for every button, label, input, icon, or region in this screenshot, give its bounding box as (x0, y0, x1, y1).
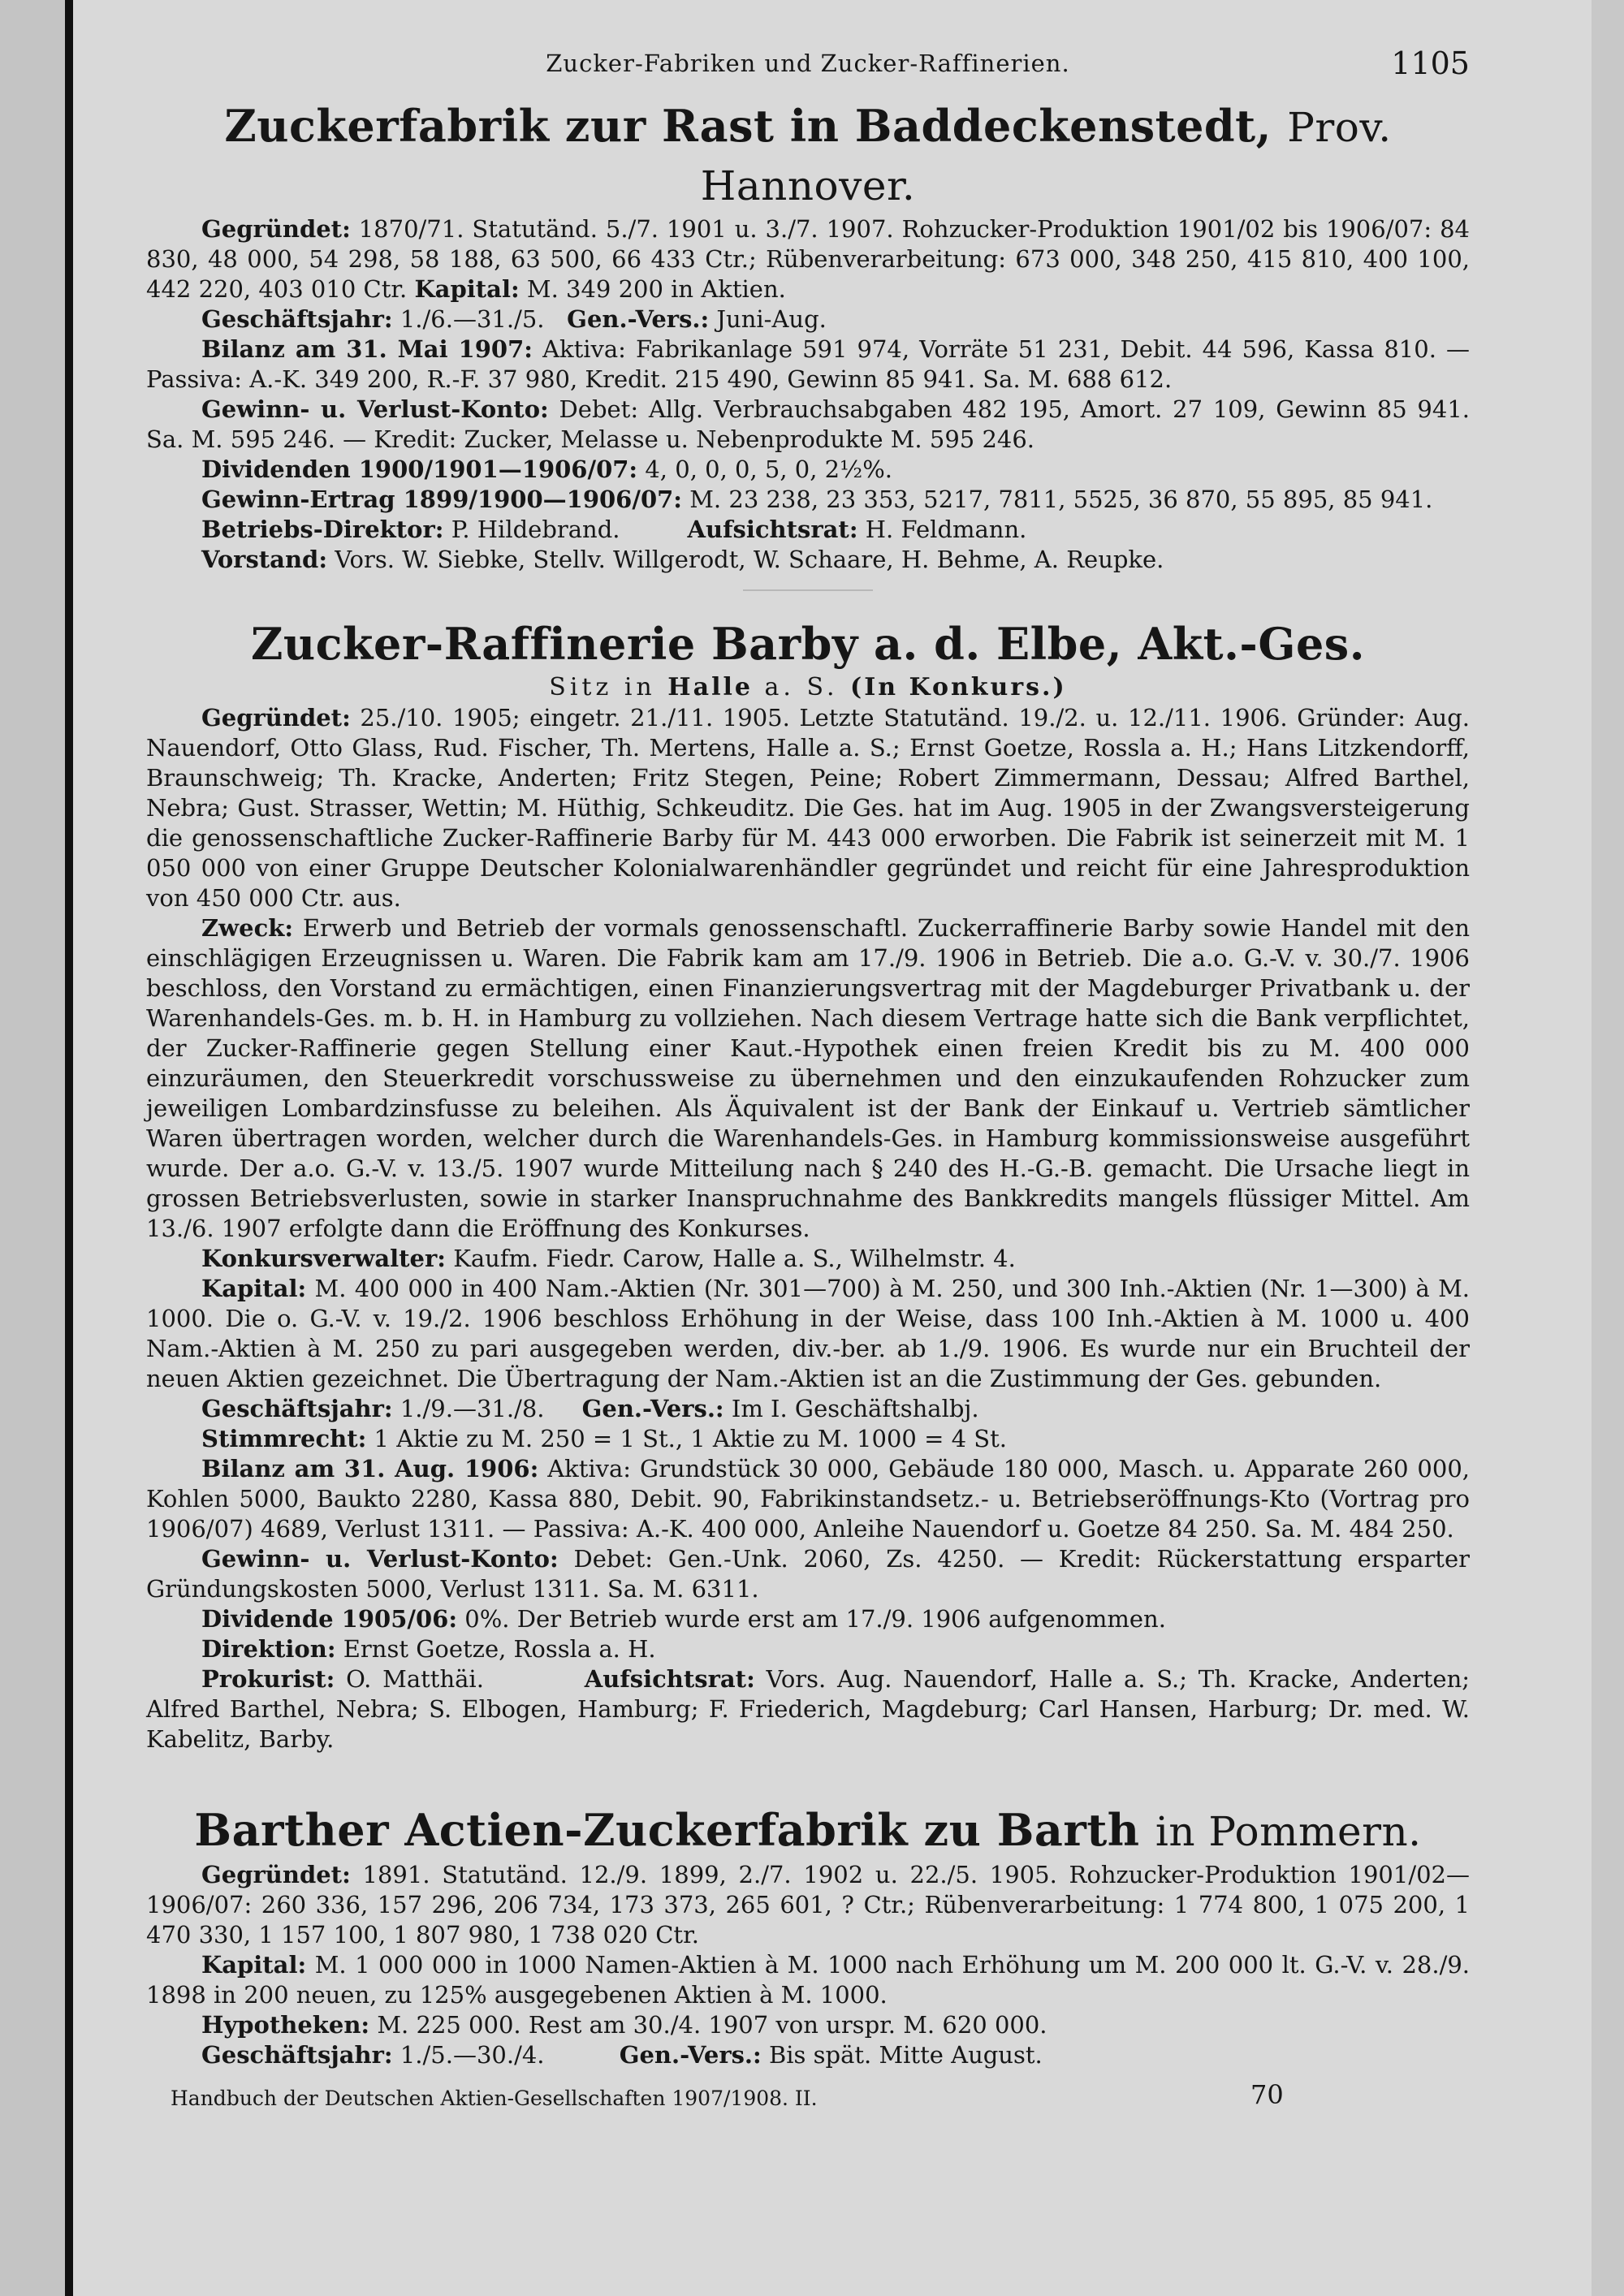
field-text: P. Hildebrand. (451, 516, 620, 543)
field-label: Gen.-Vers.: (619, 2041, 762, 2069)
field-label: Gen.-Vers.: (567, 305, 710, 333)
entry-paragraph (146, 2010, 1470, 2040)
field-label: Gegründet: (201, 215, 351, 243)
field-text: 1./5.—30./4. (400, 2041, 545, 2069)
entry-paragraph (146, 395, 1470, 455)
field-label: Zweck: (201, 914, 294, 942)
field-label: Bilanz am 31. Aug. 1906: (201, 1455, 539, 1482)
field-text: 1 Aktie zu M. 250 = 1 St., 1 Aktie zu M. 1000 = 4 St. (374, 1425, 1008, 1452)
company-title: Zucker-Raffinerie Barby a. d. Elbe, Akt.-Ges. (251, 618, 1365, 670)
field-text: Aktiva: Grundstück 30 000, Gebäude 180 000, Masch. u. Apparate 260 000, Kohlen 5000, Baukto 2280, Kassa 880, Debit. 90, Fabrikinstandsetz.- u. Betriebseröffnungs-Kto (Vortrag pro 1906/07) 4689, Verlust 1311. — Passiva: A.-K. 400 000, Anleihe Nauendorf u. Goetze 84 250. Sa. M. 484 250. (146, 1455, 1471, 1543)
entry-paragraph (146, 515, 1470, 545)
field-label: Geschäftsjahr: (201, 1395, 393, 1422)
entry-paragraph (146, 485, 1470, 515)
field-text: Debet: Gen.-Unk. 2060, Zs. 4250. — Kredit: Rückerstattung ersparter Gründungskosten 5000, Verlust 1311. Sa. M. 6311. (146, 1545, 1470, 1603)
field-text: Debet: Allg. Verbrauchsabgaben 482 195, Amort. 27 109, Gewinn 85 941. Sa. M. 595 246. — Kredit: Zucker, Melasse u. Nebenprodukte M. 595 246. (146, 395, 1470, 453)
section-divider (743, 589, 873, 591)
entry-paragraph (146, 1860, 1470, 1950)
field-text: 1./9.—31./8. (400, 1395, 545, 1422)
field-label: Kapital: (201, 1275, 307, 1302)
company-title (146, 1802, 1470, 1860)
field-text: Ernst Goetze, Rossla a. H. (343, 1635, 656, 1663)
field-label: Gewinn- u. Verlust-Konto: (201, 395, 549, 423)
page-number: 1105 (1391, 45, 1470, 81)
seat-status-note: (In Konkurs.) (850, 673, 1067, 701)
entry-paragraph (146, 1664, 1470, 1754)
field-label: Betriebs-Direktor: (201, 516, 444, 543)
entry-paragraph (146, 913, 1470, 1244)
company-title (146, 97, 1470, 214)
entry-paragraph (146, 1274, 1470, 1394)
field-label: Vorstand: (201, 546, 328, 573)
field-text: Aktiva: Fabrikanlage 591 974, Vorräte 51 231, Debit. 44 596, Kassa 810. — Passiva: A.-K. 349 200, R.-F. 37 980, Kredit. 215 490, Gewinn 85 941. Sa. M. 688 612. (146, 335, 1471, 393)
field-label: Direktion: (201, 1635, 336, 1663)
field-label: Gegründet: (201, 1861, 351, 1888)
field-label: Geschäftsjahr: (201, 2041, 393, 2069)
company-seat (146, 672, 1470, 703)
field-label: Konkursverwalter: (201, 1245, 446, 1272)
page-edge-shadow (1592, 0, 1624, 2296)
entry-paragraph (146, 1604, 1470, 1634)
field-label: Hypotheken: (201, 2011, 370, 2039)
field-text: Erwerb und Betrieb der vormals genossenschaftl. Zuckerraffinerie Barby sowie Handel mit den einschlägigen Erzeugnissen u. Waren. Die Fabrik kam am 17./9. 1906 in Betrieb. Die a.o. G.-V. v. 30./7. 1906 beschloss, den Vorstand zu ermächtigen, einen Finanzierungsvertrag mit der Magdeburger Privatbank u. der Warenhandels-Ges. m. b. H. in Hamburg zu vollziehen. Nach diesem Vertrage hatte sich die Bank verpflichtet, der Zucker-Raffinerie gegen Stellung einer Kaut.-Hypothek einen freien Kredit bis zu M. 400 000 einzuräumen, den Steuerkredit vorschussweise zu übernehmen und den einzukaufenden Rohzucker zum jeweiligen Lombardzinsfusse zu beleihen. Als Äquivalent ist der Bank der Einkauf u. Vertrieb sämtlicher Waren übertragen worden, welcher durch die Warenhandels-Ges. in Hamburg kommissionsweise ausgeführt wurde. Der a.o. G.-V. v. 13./5. 1907 wurde Mitteilung nach § 240 des H.-G.-B. gemacht. Die Ursache liegt in grossen Betriebsverlusten, sowie in starker Inanspruchnahme des Bankkredits mangels flüssiger Mittel. Am 13./6. 1907 erfolgte dann die Eröffnung des Konkurses. (146, 914, 1471, 1242)
field-text: M. 1 000 000 in 1000 Namen-Aktien à M. 1000 nach Erhöhung um M. 200 000 lt. G.-V. v. 28./9. 1898 in 200 neuen, zu 125% ausgegebenen Aktien à M. 1000. (146, 1951, 1471, 2009)
field-text: O. Matthäi. (346, 1665, 484, 1693)
field-text: M. 23 238, 23 353, 5217, 7811, 5525, 36 870, 55 895, 85 941. (689, 486, 1433, 513)
entry-paragraph (146, 1950, 1470, 2010)
company-name: Zuckerfabrik zur Rast in Baddeckenstedt, (224, 100, 1272, 152)
entry-paragraph (146, 545, 1470, 575)
entry-paragraph (146, 1544, 1470, 1604)
field-text: Im I. Geschäftshalbj. (731, 1395, 979, 1422)
field-label: Gen.-Vers.: (581, 1395, 724, 1422)
signature-mark: 70 (1250, 2079, 1284, 2110)
seat-suffix: a. S. (764, 673, 839, 701)
entry-paragraph (146, 1424, 1470, 1454)
company-entry-baddeckenstedt (146, 97, 1470, 575)
field-text: Kaufm. Fiedr. Carow, Halle a. S., Wilhelmstr. 4. (453, 1245, 1016, 1272)
company-region: in Pommern. (1155, 1808, 1422, 1855)
field-text: M. 400 000 in 400 Nam.-Aktien (Nr. 301—700) à M. 250, und 300 Inh.-Aktien (Nr. 1—300) à M. 1000. Die o. G.-V. v. 19./2. 1906 beschloss Erhöhung in der Weise, dass 100 Inh.-Aktien à M. 1000 u. 400 Nam.-Aktien à M. 250 zu pari ausgegeben werden, div.-ber. ab 1./9. 1906. Es wurde nur ein Bruchteil der neuen Aktien gezeichnet. Die Übertragung der Nam.-Aktien ist an die Zustimmung der Ges. gebunden. (146, 1275, 1470, 1392)
footer-publication: Handbuch der Deutschen Aktien-Gesellschaften 1907/1908. II. (171, 2087, 818, 2110)
seat-prefix: Sitz in (549, 673, 656, 701)
field-label: Geschäftsjahr: (201, 305, 393, 333)
page-gutter-shadow (0, 0, 68, 2296)
field-label: Aufsichtsrat: (687, 516, 858, 543)
field-text: 1870/71. Statutänd. 5./7. 1901 u. 3./7. 1907. Rohzucker-Produktion 1901/02 bis 1906/07: 84 830, 48 000, 54 298, 58 188, 63 500, 66 433 Ctr.; Rübenverarbeitung: 673 000, 348 250, 415 810, 400 100, 442 220, 403 010 Ctr. (146, 215, 1470, 303)
field-label: Gewinn-Ertrag 1899/1900—1906/07: (201, 486, 683, 513)
field-label: Dividende 1905/06: (201, 1605, 458, 1633)
field-text: Bis spät. Mitte August. (768, 2041, 1043, 2069)
field-label: Gegründet: (201, 704, 351, 732)
entry-paragraph (146, 334, 1470, 395)
field-text: Vors. Aug. Nauendorf, Halle a. S.; Th. Kracke, Anderten; Alfred Barthel, Nebra; S. Elbogen, Hamburg; F. Friederich, Magdeburg; Carl Hansen, Harburg; Dr. med. W. Kabelitz, Barby. (146, 1665, 1471, 1753)
field-label: Stimmrecht: (201, 1425, 367, 1452)
entry-paragraph (146, 703, 1470, 913)
entry-paragraph (146, 1454, 1470, 1544)
entry-paragraph (146, 304, 1470, 334)
entry-paragraph (146, 1394, 1470, 1424)
field-label: Dividenden 1900/1901—1906/07: (201, 455, 638, 483)
field-text: 1./6.—31./5. (400, 305, 545, 333)
entry-paragraph (146, 214, 1470, 304)
field-label: Prokurist: (201, 1665, 335, 1693)
document-page (146, 45, 1471, 2114)
book-spine-edge (65, 0, 73, 2296)
running-title: Zucker-Fabriken und Zucker-Raffinerien. (546, 50, 1070, 77)
field-text: H. Feldmann. (865, 516, 1027, 543)
field-text: M. 349 200 in Aktien. (526, 275, 786, 303)
field-label: Bilanz am 31. Mai 1907: (201, 335, 533, 363)
field-text: M. 225 000. Rest am 30./4. 1907 von urspr. M. 620 000. (377, 2011, 1047, 2039)
field-label: Gewinn- u. Verlust-Konto: (201, 1545, 559, 1573)
company-entry-barth (146, 1802, 1470, 2070)
entry-paragraph (146, 1244, 1470, 1274)
field-text: 1891. Statutänd. 12./9. 1899, 2./7. 1902 u. 22./5. 1905. Rohzucker-Produktion 1901/02—1906/07: 260 336, 157 296, 206 734, 173 373, 265 601, ? Ctr.; Rübenverarbeitung: 1 774 800, 1 075 200, 1 470 330, 1 157 100, 1 807 980, 1 738 020 Ctr. (146, 1861, 1470, 1949)
running-head (146, 45, 1470, 97)
field-label: Kapital: (201, 1951, 307, 1979)
field-text: Vors. W. Siebke, Stellv. Willgerodt, W. Schaare, H. Behme, A. Reupke. (335, 546, 1164, 573)
entry-paragraph (146, 1634, 1470, 1664)
seat-city: Halle (667, 673, 753, 701)
page-footer (146, 2078, 1470, 2114)
entry-paragraph (146, 455, 1470, 485)
field-label: Kapital: (414, 275, 520, 303)
company-entry-barby (146, 615, 1470, 1754)
company-region: Prov. Hannover. (700, 104, 1392, 209)
field-text: 25./10. 1905; eingetr. 21./11. 1905. Letzte Statutänd. 19./2. u. 12./11. 1906. Gründer: Aug. Nauendorf, Otto Glass, Rud. Fischer, Th. Mertens, Halle a. S.; Ernst Goetze, Rossla a. H.; Hans Litzkendorff, Braunschweig; Th. Kracke, Anderten; Fritz Stegen, Peine; Robert Zimmermann, Dessau; Alfred Barthel, Nebra; Gust. Strasser, Wettin; M. Hüthig, Schkeuditz. Die Ges. hat im Aug. 1905 in der Zwangsversteigerung die genossenschaftliche Zucker-Raffinerie Barby für M. 443 000 erworben. Die Fabrik ist seinerzeit mit M. 1 050 000 von einer Gruppe Deutscher Kolonialwarenhändler gegründet und reicht für eine Jahresproduktion von 450 000 Ctr. aus. (146, 704, 1470, 912)
field-text: 4, 0, 0, 0, 5, 0, 2½%. (645, 455, 893, 483)
entry-paragraph (146, 2040, 1470, 2070)
field-text: Juni-Aug. (716, 305, 827, 333)
company-name: Barther Actien-Zuckerfabrik zu Barth (194, 1804, 1140, 1856)
field-label: Aufsichtsrat: (584, 1665, 755, 1693)
field-text: 0%. Der Betrieb wurde erst am 17./9. 1906 aufgenommen. (464, 1605, 1166, 1633)
